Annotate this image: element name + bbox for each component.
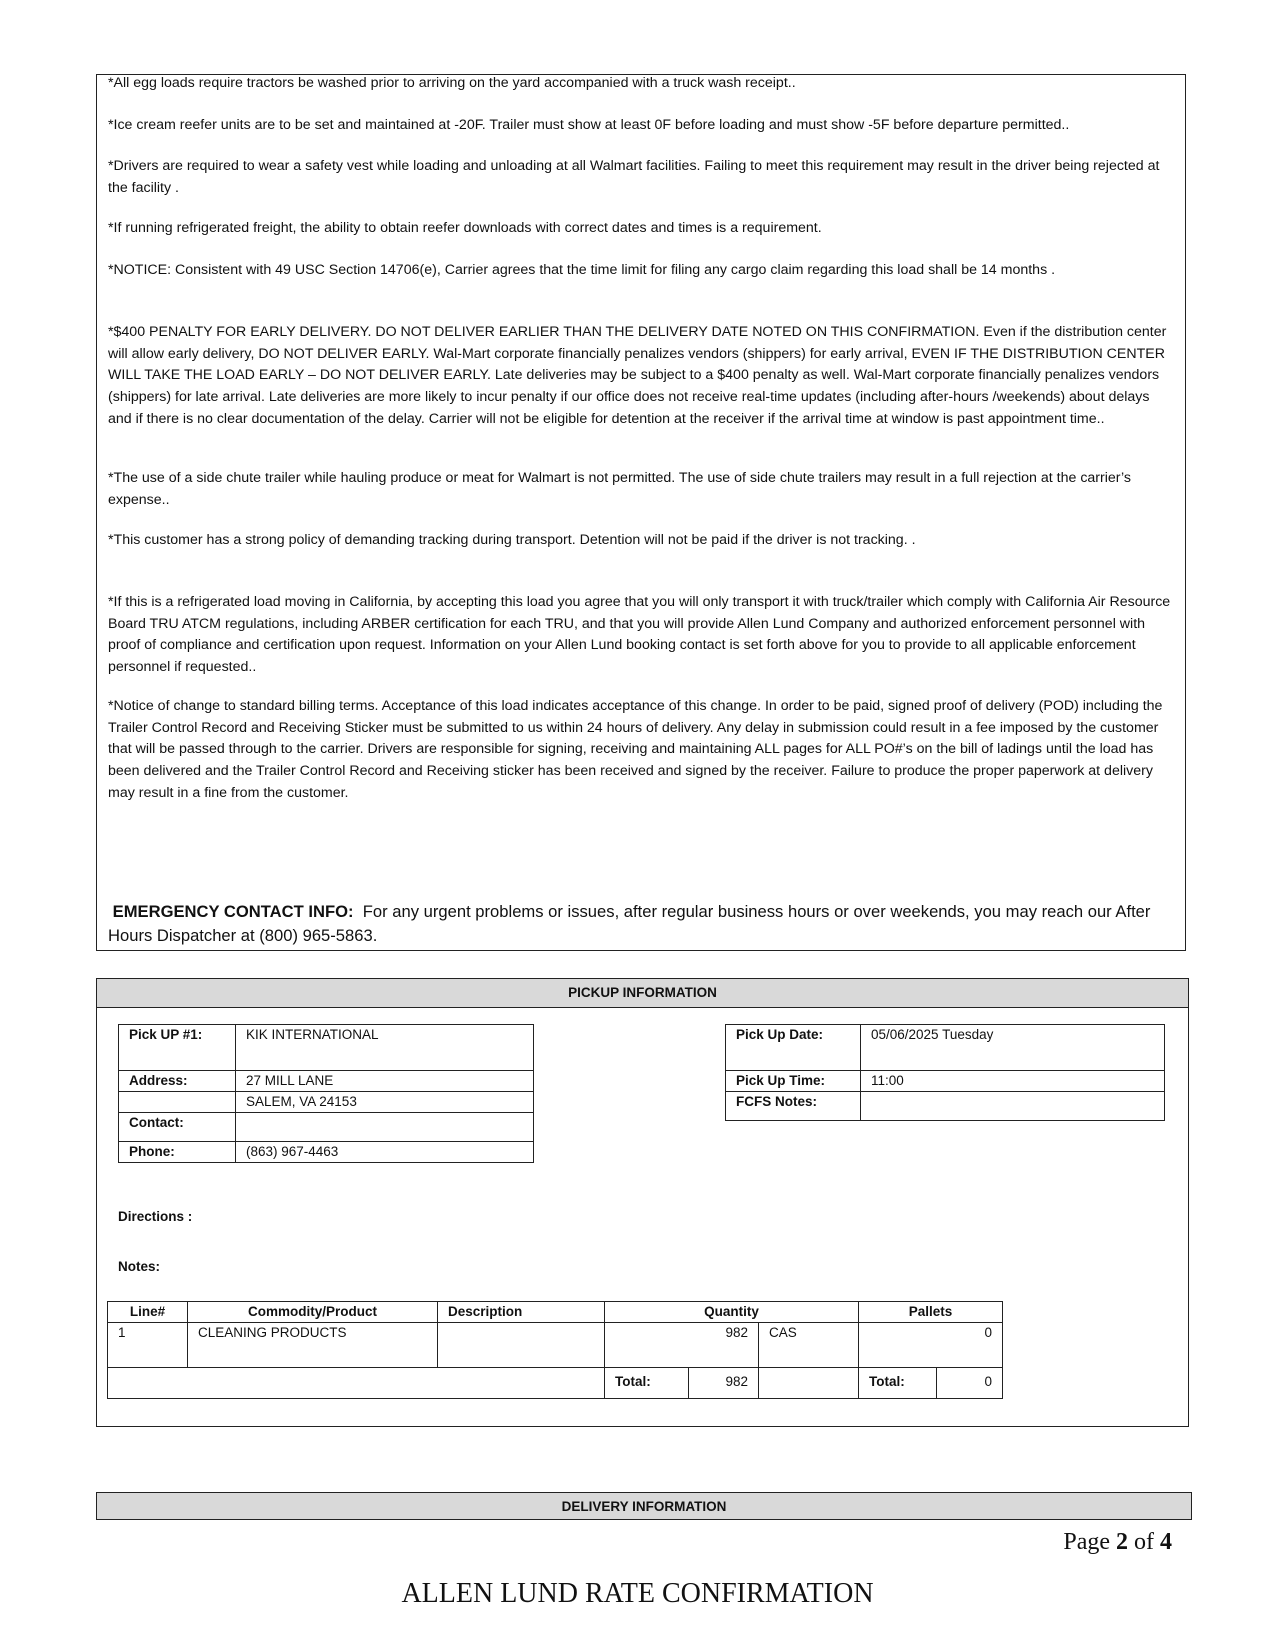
- notes-label: Notes:: [118, 1259, 161, 1274]
- item-line: 1: [108, 1323, 188, 1368]
- address-label: Address:: [119, 1071, 236, 1092]
- header-line: Line#: [108, 1302, 188, 1323]
- header-pallets: Pallets: [859, 1302, 1003, 1323]
- total-qty-label: Total:: [605, 1368, 689, 1399]
- page-of: of: [1134, 1529, 1154, 1555]
- term-california-carb: *If this is a refrigerated load moving in California, by accepting this load you agree that you will only transport it with truck/trailer which comply with California Air Resource Board TRU ATCM regulations, including ARBER certification for each TRU, and that you will provide Allen Lund Company and authorized enforcement personnel with proof of compliance and certification upon request. Information on your Allen Lund booking contact is set forth above for you to provide to all applicable enforcement personnel if requested..: [108, 594, 1171, 676]
- totals-row: [108, 1368, 1003, 1399]
- header-description: Description: [438, 1302, 605, 1323]
- commodity-table: [107, 1301, 1003, 1399]
- fcfs-notes-value: [861, 1092, 1165, 1121]
- term-safety-vest: *Drivers are required to wear a safety vest while loading and unloading at all Walmart facilities. Failing to meet this requirement may result in the driver being rejected at the facility .: [108, 158, 1160, 196]
- header-commodity: Commodity/Product: [188, 1302, 438, 1323]
- terms-box: [96, 74, 1186, 951]
- term-ice-cream: *Ice cream reefer units are to be set and maintained at -20F. Trailer must show at least 0F before loading and must show -5F before departure permitted..: [108, 117, 1070, 133]
- page-prefix: Page: [1063, 1529, 1110, 1555]
- pickup-section: [96, 978, 1189, 1427]
- term-tracking: *This customer has a strong policy of demanding tracking during transport. Detention will not be paid if the driver is not tracking. .: [108, 532, 916, 548]
- item-quantity: 982: [605, 1323, 759, 1368]
- page-total: 4: [1160, 1529, 1172, 1555]
- fcfs-notes-label: FCFS Notes:: [726, 1092, 861, 1121]
- phone-label: Phone:: [119, 1142, 236, 1163]
- total-qty-value: 982: [689, 1368, 759, 1399]
- emergency-label: EMERGENCY CONTACT INFO:: [112, 902, 354, 921]
- item-unit: CAS: [759, 1323, 859, 1368]
- total-pallets-label: Total:: [859, 1368, 937, 1399]
- term-cargo-claim: *NOTICE: Consistent with 49 USC Section 14706(e), Carrier agrees that the time limit for filing any cargo claim regarding this load shall be 14 months .: [108, 262, 1056, 278]
- emergency-text: For any urgent problems or issues, after regular business hours or over weekends, you may reach our After Hours Dispatcher at (800) 965-5863.: [108, 902, 1151, 945]
- table-row: [108, 1323, 1003, 1368]
- term-early-delivery-penalty: *$400 PENALTY FOR EARLY DELIVERY. DO NOT DELIVER EARLIER THAN THE DELIVERY DATE NOTED ON THIS CONFIRMATION. Even if the distribution center will allow early delivery, DO NOT DELIVER EARLY. Wal-Mart corporate financially penalizes vendors (shippers) for early arrival, EVEN IF THE DISTRIBUTION CENTER WILL TAKE THE LOAD EARLY – DO NOT DELIVER EARLY. Late deliveries may be subject to a $400 penalty as well. Wal-Mart corporate financially penalizes vendors (shippers) for late arrival. Late deliveries are more likely to incur penalty if our office does not receive real-time updates (including after-hours /weekends) about delays and if there is no clear documentation of the delay. Carrier will not be eligible for detention at the receiver if the arrival time at window is past appointment time..: [108, 324, 1167, 427]
- emergency-contact: [108, 900, 1176, 948]
- term-egg-loads: *All egg loads require tractors be washed prior to arriving on the yard accompanied with a truck wash receipt..: [108, 75, 796, 91]
- contact-label: Contact:: [119, 1113, 236, 1142]
- item-pallets: 0: [859, 1323, 1003, 1368]
- term-reefer-downloads: *If running refrigerated freight, the ability to obtain reefer downloads with correct dates and times is a requirement.: [108, 220, 822, 236]
- total-pallets-value: 0: [937, 1368, 1003, 1399]
- phone-value: (863) 967-4463: [236, 1142, 534, 1163]
- directions-label: Directions :: [118, 1209, 193, 1224]
- pickup-section-title: PICKUP INFORMATION: [97, 979, 1188, 1008]
- item-description: [438, 1323, 605, 1368]
- term-side-chute: *The use of a side chute trailer while hauling produce or meat for Walmart is not permitted. The use of side chute trailers may result in a full rejection at the carrier’s expense..: [108, 470, 1132, 508]
- document-footer-title: ALLEN LUND RATE CONFIRMATION: [401, 1578, 874, 1609]
- pickup-date-value: 05/06/2025 Tuesday: [861, 1025, 1165, 1071]
- page-number: [1063, 1529, 1172, 1556]
- address-line2: SALEM, VA 24153: [236, 1092, 534, 1113]
- item-commodity: CLEANING PRODUCTS: [188, 1323, 438, 1368]
- pickup-schedule-table: [725, 1024, 1165, 1121]
- pickup-location-table: [118, 1024, 534, 1163]
- pickup-number-label: Pick UP #1:: [119, 1025, 236, 1071]
- pickup-time-label: Pick Up Time:: [726, 1071, 861, 1092]
- page-current: 2: [1116, 1529, 1128, 1555]
- header-quantity: Quantity: [605, 1302, 859, 1323]
- contact-value: [236, 1113, 534, 1142]
- pickup-name: KIK INTERNATIONAL: [236, 1025, 534, 1071]
- address-line1: 27 MILL LANE: [236, 1071, 534, 1092]
- pickup-time-value: 11:00: [861, 1071, 1165, 1092]
- pickup-date-label: Pick Up Date:: [726, 1025, 861, 1071]
- delivery-section-title: DELIVERY INFORMATION: [96, 1492, 1192, 1520]
- term-billing-terms: *Notice of change to standard billing terms. Acceptance of this load indicates acceptance of this change. In order to be paid, signed proof of delivery (POD) including the Trailer Control Record and Receiving Sticker must be submitted to us within 24 hours of delivery. Any delay in submission could result in a fee imposed by the customer that will be passed through to the carrier. Drivers are responsible for signing, receiving and maintaining ALL pages for ALL PO#’s on the bill of ladings until the load has been delivered and the Trailer Control Record and Receiving sticker has been received and signed by the receiver. Failure to produce the proper paperwork at delivery may result in a fine from the customer.: [108, 698, 1163, 801]
